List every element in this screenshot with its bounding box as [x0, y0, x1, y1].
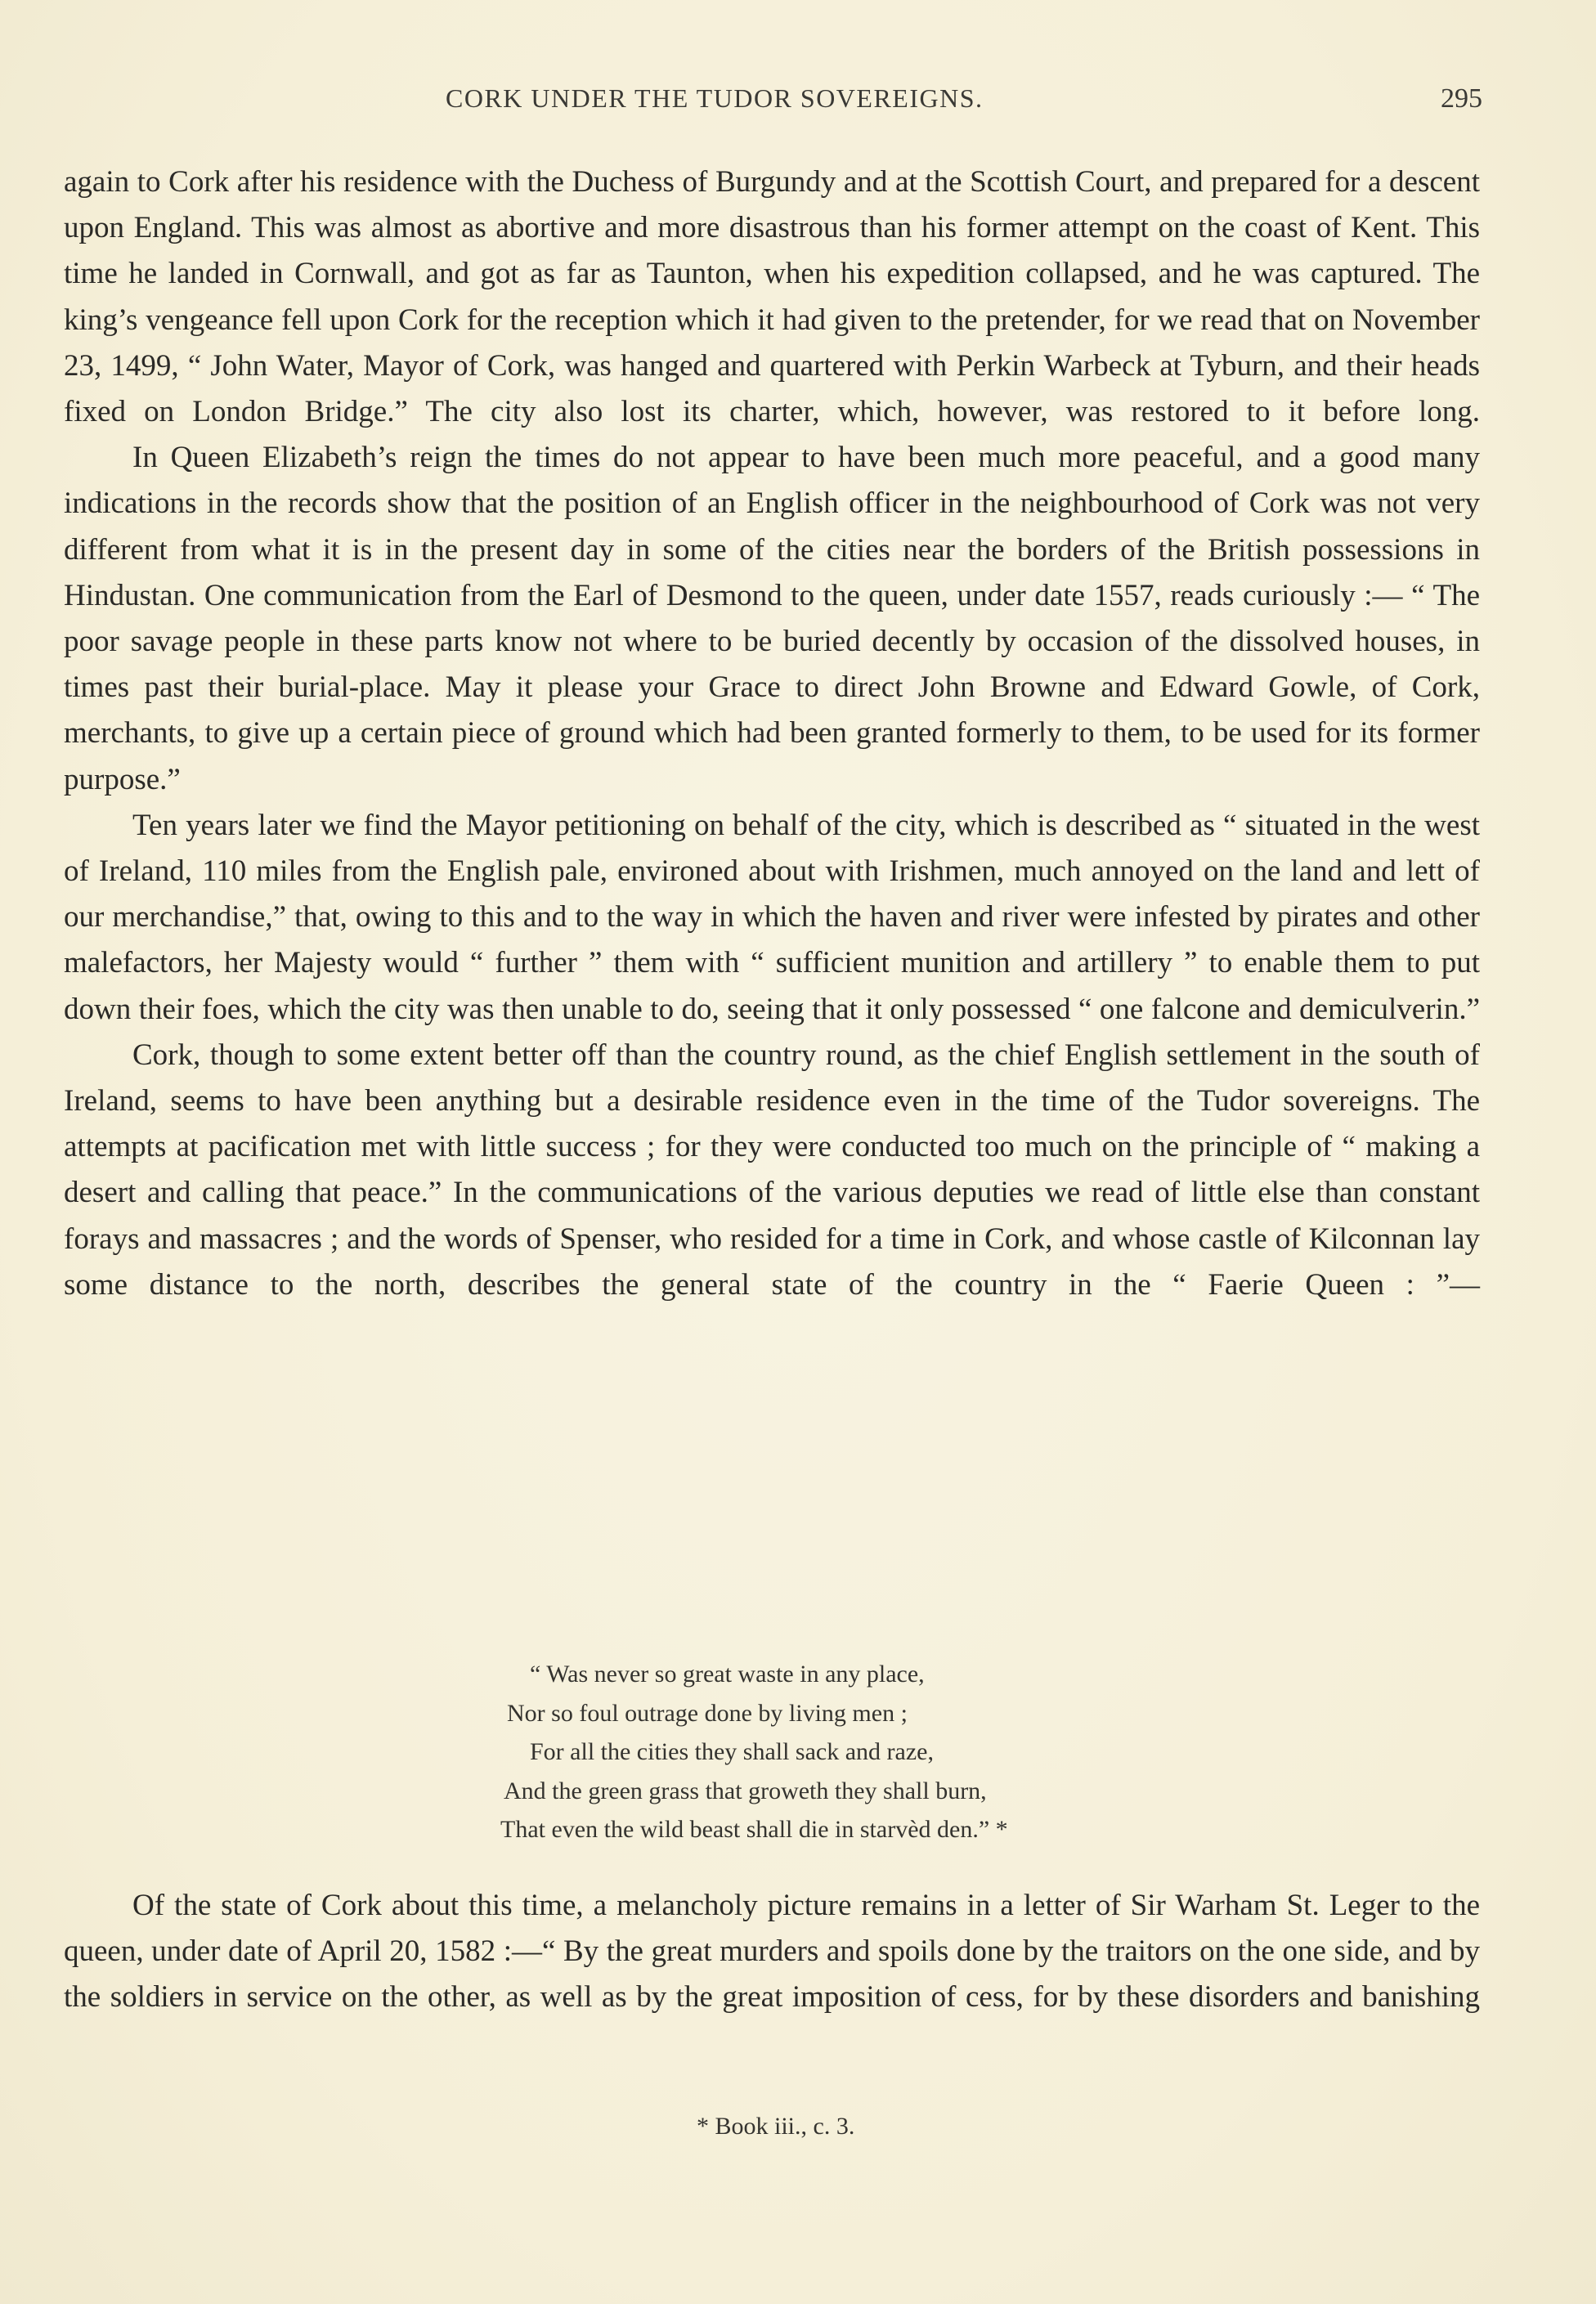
poem-line: Nor so foul outrage done by living men ;: [507, 1699, 908, 1727]
page-number: 295: [1441, 83, 1482, 114]
poem-line: For all the cities they shall sack and raze,: [530, 1738, 934, 1765]
poem-line: That even the wild beast shall die in starvèd den.” *: [500, 1816, 1008, 1843]
paragraph-elizabeth-reign: In Queen Elizabeth’s reign the times do not appear to have been much more peaceful, and a good many indications in the records show that the position of an English officer in the neighbourhood of Cork was not very different from what it is in the present day in some of the cities near the borders of the British possessions in Hindustan. One communication from the Earl of Desmond to the queen, under date 1557, reads curiously :— “ The poor savage people in these parts know not where to be buried decently by occasion of the dissolved houses, in times past their burial-place. May it please your Grace to direct John Browne and Edward Gowle, of Cork, merchants, to give up a certain piece of ground which had been granted formerly to them, to be used for its former purpose.”: [64, 441, 1480, 796]
closing-text: [64, 1883, 1480, 2021]
paragraph-continuation: again to Cork after his residence with the Duchess of Burgundy and at the Scottish Court, and prepared for a descent upon England. This was almost as abortive and more disastrous than his former attempt on the coast of Kent. This time he landed in Cornwall, and got as far as Taunton, when his expedition collapsed, and he was captured. The king’s vengeance fell upon Cork for the reception which it had given to the pretender, for we read that on November 23, 1499, “ John Water, Mayor of Cork, was hanged and quartered with Perkin Warbeck at Tyburn, and their heads fixed on London Bridge.” The city also lost its charter, which, however, was restored to it before long.: [64, 165, 1480, 429]
paragraph-st-leger-letter: Of the state of Cork about this time, a melancholy picture remains in a letter of Sir Warham St. Leger to the queen, under date of April 20, 1582 :—“ By the great murders and spoils done by the traitors on the one side, and by the soldiers in service on the other, as well as by the great imposition of cess, for by these disorders and banishing: [64, 1889, 1480, 2015]
poem-line: And the green grass that groweth they shall burn,: [504, 1777, 987, 1804]
footnote: * Book iii., c. 3.: [697, 2113, 855, 2140]
poem-line: “ Was never so great waste in any place,: [530, 1661, 925, 1688]
main-text: [64, 159, 1480, 1308]
running-title: CORK UNDER THE TUDOR SOVEREIGNS.: [446, 83, 984, 113]
paragraph-tudor-residence: Cork, though to some extent better off than the country round, as the chief English settlement in the south of Ireland, seems to have been anything but a desirable residence even in the time of the Tudor sovereigns. The attempts at pacification met with little success ; for they were conducted too much on the principle of “ making a desert and calling that peace.” In the communications of the various deputies we read of little else than constant forays and massacres ; and the words of Spenser, who resided for a time in Cork, and whose castle of Kilconnan lay some distance to the north, describes the general state of the country in the “ Faerie Queen : ”—: [64, 1038, 1480, 1302]
paragraph-mayor-petition: Ten years later we find the Mayor petitioning on behalf of the city, which is described as “ situated in the west of Ireland, 110 miles from the English pale, environed about with Irishmen, much annoyed on the land and lett of our merchandise,” that, owing to this and to the way in which the haven and river were infested by pirates and other malefactors, her Majesty would “ further ” them with “ sufficient munition and artillery ” to enable them to put down their foes, which the city was then unable to do, seeing that it only possessed “ one falcone and demiculverin.”: [64, 808, 1480, 1026]
poem-quotation: [500, 1655, 1236, 1849]
running-head: [0, 83, 1596, 124]
